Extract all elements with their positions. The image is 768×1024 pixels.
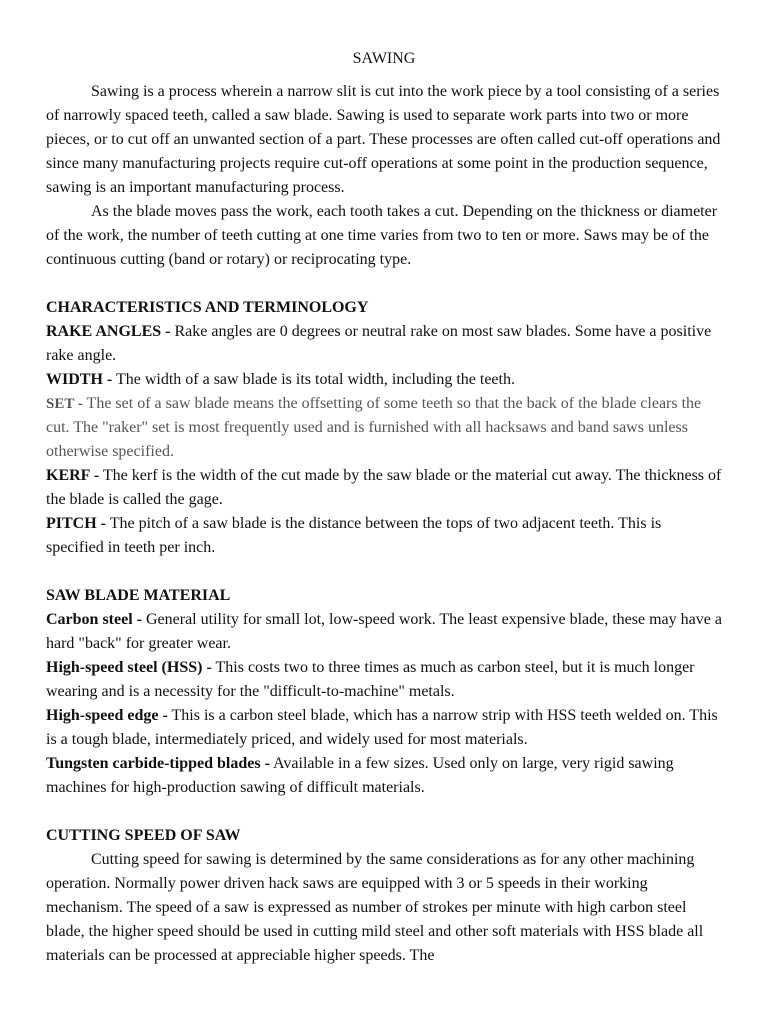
term-text: The width of a saw blade is its total width, including the teeth. (112, 371, 515, 388)
term-text: Available in a few sizes. Used only on large, very rigid sawing machines for high-production sawing of difficult materials. (46, 755, 674, 796)
term-label: Carbon steel - (46, 611, 142, 628)
material-carbon-steel (46, 608, 722, 656)
term-label: Tungsten carbide-tipped blades - (46, 755, 270, 772)
term-kerf (46, 464, 722, 512)
term-text: This is a carbon steel blade, which has a narrow strip with HSS teeth welded on. This is a tough blade, intermediately priced, and widely used for most materials. (46, 707, 718, 748)
term-label: High-speed edge - (46, 707, 168, 724)
term-label: KERF - (46, 467, 100, 484)
section-gap (46, 800, 722, 824)
term-text: General utility for small lot, low-speed work. The least expensive blade, these may have a hard "back" for greater wear. (46, 611, 722, 652)
section-gap (46, 272, 722, 296)
material-tungsten-carbide (46, 752, 722, 800)
intro-paragraph-2: As the blade moves pass the work, each tooth takes a cut. Depending on the thickness or diameter of the work, the number of teeth cutting at one time varies from two to ten or more. Saws may be of the continuous cutting (band or rotary) or reciprocating type. (46, 203, 718, 268)
cutting-speed-paragraph: Cutting speed for sawing is determined by the same considerations as for any other machining operation. Normally power driven hack saws are equipped with 3 or 5 speeds in their working mechanism. The speed of a saw is expressed as number of strokes per minute with high carbon steel blade, the higher speed should be used in cutting mild steel and other soft materials with HSS blade all materials can be processed at appreciable higher speeds. The (46, 851, 704, 964)
intro-paragraph-1: Sawing is a process wherein a narrow slit is cut into the work piece by a tool consisting of a series of narrowly spaced teeth, called a saw blade. Sawing is used to separate work parts into two or more pieces, or to cut off an unwanted section of a part. These processes are often called cut-off operations and since many manufacturing projects require cut-off operations at some point in the production sequence, sawing is an important manufacturing process. (46, 83, 721, 196)
material-heading: SAW BLADE MATERIAL (46, 587, 231, 604)
section-gap (46, 560, 722, 584)
material-hss (46, 656, 722, 704)
cutting-speed-heading: CUTTING SPEED OF SAW (46, 827, 241, 844)
characteristics-heading: CHARACTERISTICS AND TERMINOLOGY (46, 299, 369, 316)
term-text: This costs two to three times as much as carbon steel, but it is much longer wearing and is a necessity for the "difficult-to-machine" metals. (46, 659, 695, 700)
term-label: RAKE ANGLES - (46, 323, 171, 340)
term-text: The kerf is the width of the cut made by the saw blade or the material cut away. The thickness of the blade is called the gage. (46, 467, 722, 508)
term-text: Rake angles are 0 degrees or neutral rake on most saw blades. Some have a positive rake angle. (46, 323, 712, 364)
term-rake-angles (46, 320, 722, 368)
term-pitch (46, 512, 722, 560)
material-high-speed-edge (46, 704, 722, 752)
term-label: SET - (46, 396, 83, 412)
term-label: PITCH - (46, 515, 106, 532)
page-title: SAWING (352, 50, 416, 67)
term-text: The set of a saw blade means the offsetting of some teeth so that the back of the blade clears the cut. The "raker" set is most frequently used and is furnished with all hacksaws and band saws unless otherwise specified. (46, 395, 702, 460)
term-width (46, 368, 722, 392)
term-label: High-speed steel (HSS) - (46, 659, 212, 676)
term-label: WIDTH - (46, 371, 113, 388)
term-text: The pitch of a saw blade is the distance between the tops of two adjacent teeth. This is specified in teeth per inch. (46, 515, 662, 556)
term-set (46, 392, 722, 464)
